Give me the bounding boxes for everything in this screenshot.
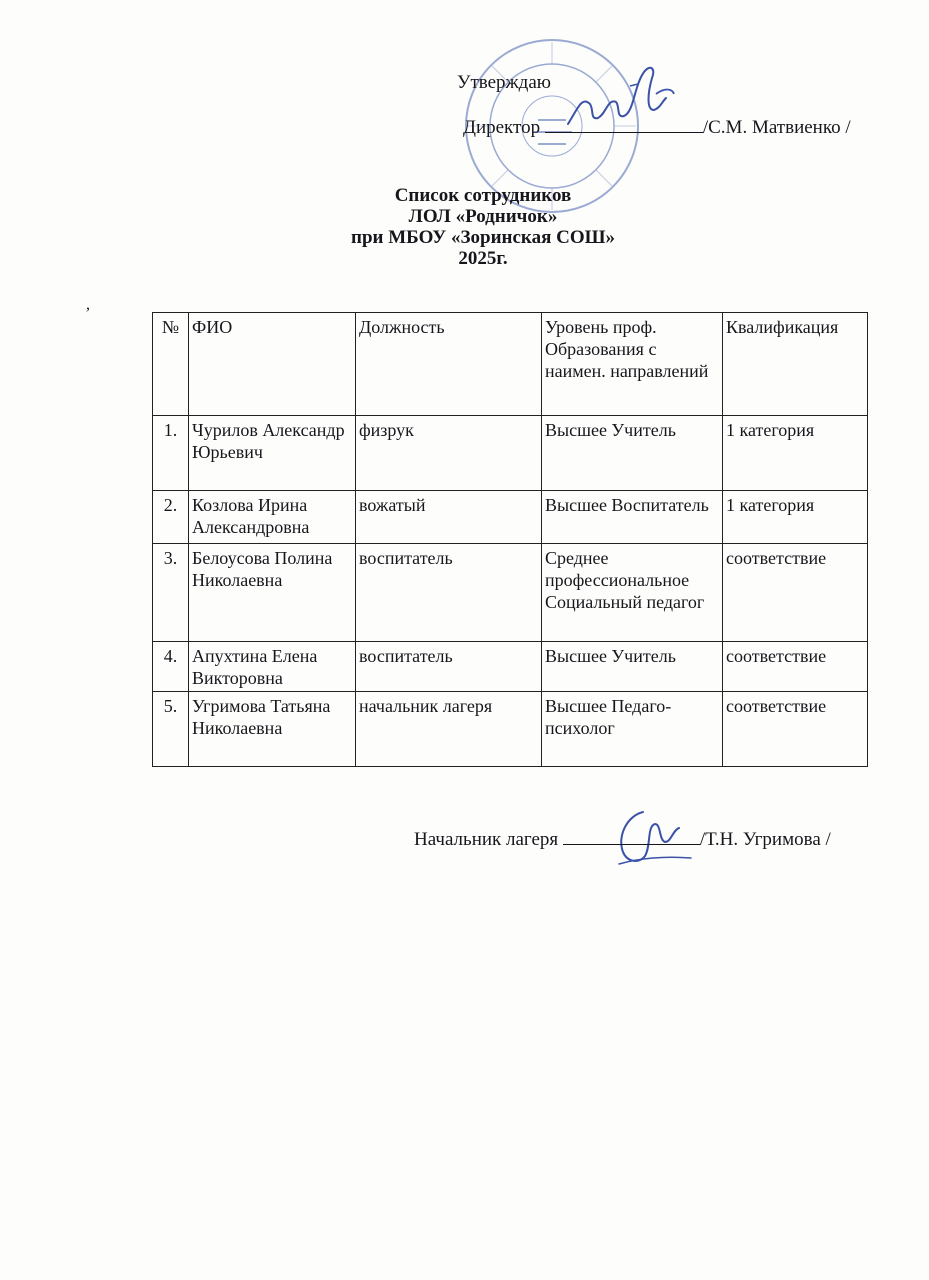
row-position: воспитатель: [356, 544, 542, 642]
stray-mark: ,: [86, 296, 90, 313]
director-line: [463, 116, 851, 139]
header-qualification: Квалификация: [723, 313, 868, 416]
signature-line: [545, 116, 703, 133]
row-name: Козлова Ирина Александровна: [189, 491, 356, 544]
row-position: вожатый: [356, 491, 542, 544]
row-education: Высшее Учитель: [542, 416, 723, 491]
title-line-4: 2025г.: [458, 248, 508, 269]
approval-heading: Утверждаю: [457, 72, 551, 93]
header-education: Уровень проф. Образования с наимен. направлений: [542, 313, 723, 416]
row-qualification: соответствие: [723, 692, 868, 767]
table-row: [153, 642, 868, 692]
row-number: 2.: [153, 491, 189, 544]
row-number: 1.: [153, 416, 189, 491]
director-label: Директор: [463, 117, 541, 138]
row-qualification: соответствие: [723, 642, 868, 692]
table-row: [153, 491, 868, 544]
row-qualification: 1 категория: [723, 491, 868, 544]
row-number: 3.: [153, 544, 189, 642]
header-number: №: [153, 313, 189, 416]
camp-head-label: Начальник лагеря: [414, 829, 559, 850]
row-education: Среднее профессиональное Социальный педагог: [542, 544, 723, 642]
director-name: /С.М. Матвиенко /: [702, 117, 851, 138]
row-position: воспитатель: [356, 642, 542, 692]
row-number: 4.: [153, 642, 189, 692]
row-name: Апухтина Елена Викторовна: [189, 642, 356, 692]
signature-line: [563, 828, 700, 845]
title-line-1: Список сотрудников: [394, 185, 572, 206]
row-position: физрук: [356, 416, 542, 491]
camp-head-name: /Т.Н. Угримова /: [699, 829, 831, 850]
row-qualification: соответствие: [723, 544, 868, 642]
table-row: [153, 416, 868, 491]
camp-head-line: [414, 828, 831, 851]
row-position: начальник лагеря: [356, 692, 542, 767]
row-number: 5.: [153, 692, 189, 767]
table-row: [153, 544, 868, 642]
row-name: Белоусова Полина Николаевна: [189, 544, 356, 642]
row-qualification: 1 категория: [723, 416, 868, 491]
table-header-row: [153, 313, 868, 416]
title-line-3: при МБОУ «Зоринская СОШ»: [351, 227, 615, 248]
row-education: Высшее Воспитатель: [542, 491, 723, 544]
header-position: Должность: [356, 313, 542, 416]
row-education: Высшее Педаго-психолог: [542, 692, 723, 767]
row-name: Угримова Татьяна Николаевна: [189, 692, 356, 767]
row-education: Высшее Учитель: [542, 642, 723, 692]
table-row: [153, 692, 868, 767]
staff-table: [152, 312, 868, 767]
document-title: [300, 185, 666, 269]
title-line-2: ЛОЛ «Родничок»: [408, 206, 558, 227]
row-name: Чурилов Александр Юрьевич: [189, 416, 356, 491]
header-name: ФИО: [189, 313, 356, 416]
